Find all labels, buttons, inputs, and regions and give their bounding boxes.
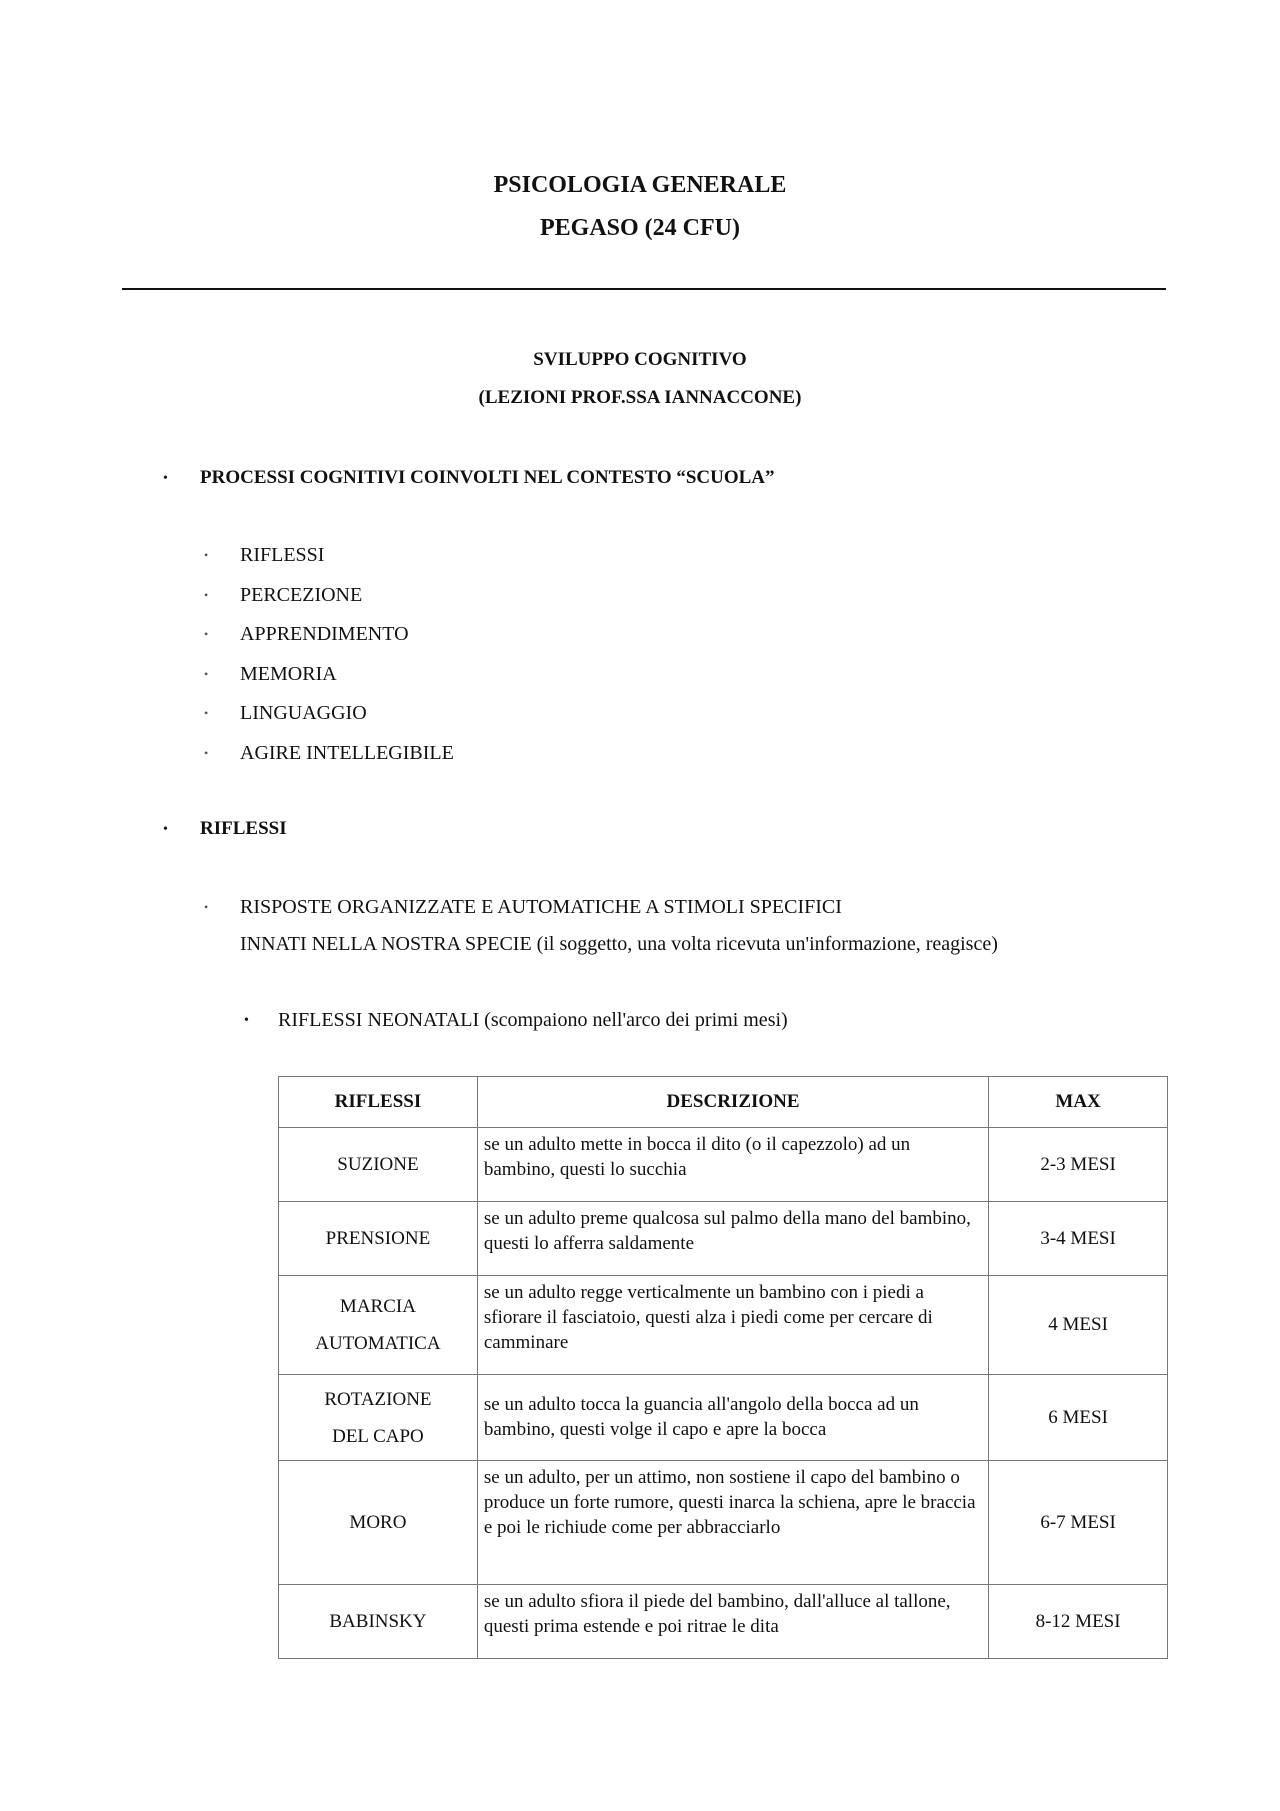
- reflex-description: se un adulto mette in bocca il dito (o il capezzolo) ad un bambino, questi lo succhia: [477, 1128, 988, 1202]
- reflex-description: se un adulto tocca la guancia all'angolo della bocca ad un bambino, questi volge il capo e apre la bocca: [477, 1375, 988, 1461]
- table-row: [279, 1461, 1168, 1585]
- reflex-max: 6-7 MESI: [989, 1461, 1168, 1585]
- reflex-name: DEL CAPO: [332, 1425, 424, 1447]
- reflex-max: 8-12 MESI: [989, 1585, 1168, 1659]
- reflex-name: MARCIA: [339, 1296, 416, 1317]
- table-header-row: [279, 1077, 1168, 1128]
- reflex-name: MORO: [349, 1512, 407, 1533]
- bullet-icon: •: [204, 548, 209, 562]
- list-item: PERCEZIONE: [240, 584, 363, 606]
- reflex-name: AUTOMATICA: [315, 1333, 441, 1354]
- section-heading: SVILUPPO COGNITIVO: [533, 349, 747, 370]
- reflex-name: ROTAZIONE: [324, 1388, 432, 1410]
- bullet-icon: •: [204, 746, 209, 760]
- reflex-name: BABINSKY: [329, 1611, 427, 1632]
- reflex-description: se un adulto, per un attimo, non sostiene il capo del bambino o produce un forte rumore, questi inarca la schiena, apre le braccia e poi le richiude come per abbracciarlo: [477, 1461, 988, 1585]
- reflex-max: 6 MESI: [989, 1375, 1168, 1461]
- reflex-description: se un adulto preme qualcosa sul palmo della mano del bambino, questi lo afferra saldamente: [477, 1202, 988, 1276]
- reflex-max: 4 MESI: [989, 1276, 1168, 1375]
- section-subheading: (LEZIONI PROF.SSA IANNACCONE): [478, 387, 802, 408]
- processi-heading: PROCESSI COGNITIVI COINVOLTI NEL CONTESTO “SCUOLA”: [200, 467, 775, 488]
- table-row: [279, 1202, 1168, 1276]
- bullet-icon: •: [244, 1013, 249, 1028]
- column-header: MAX: [989, 1077, 1168, 1128]
- riflessi-neonatali: RIFLESSI NEONATALI (scompaiono nell'arco dei primi mesi): [278, 1009, 788, 1031]
- bullet-icon: •: [204, 706, 209, 720]
- reflex-table: [278, 1076, 1168, 1659]
- reflex-description: se un adulto regge verticalmente un bambino con i piedi a sfiorare il fasciatoio, questi alza i piedi come per cercare di camminare: [477, 1276, 988, 1375]
- reflex-name-cell: [279, 1202, 478, 1276]
- riflessi-heading: RIFLESSI: [200, 818, 287, 839]
- bullet-icon: •: [204, 900, 209, 914]
- reflex-name-cell: [279, 1585, 478, 1659]
- riflessi-definition-line2: INNATI NELLA NOSTRA SPECIE (il soggetto, una volta ricevuta un'informazione, reagisce): [240, 933, 998, 955]
- reflex-name: PRENSIONE: [325, 1228, 431, 1249]
- riflessi-definition-line1: RISPOSTE ORGANIZZATE E AUTOMATICHE A STIMOLI SPECIFICI: [240, 896, 842, 918]
- bullet-icon: •: [163, 822, 168, 837]
- column-header: RIFLESSI: [279, 1077, 478, 1128]
- horizontal-rule: [122, 288, 1166, 290]
- reflex-name-cell: [279, 1375, 478, 1461]
- reflex-description: se un adulto sfiora il piede del bambino, dall'alluce al tallone, questi prima estende e poi ritrae le dita: [477, 1585, 988, 1659]
- reflex-name-cell: [279, 1128, 478, 1202]
- bullet-icon: •: [204, 667, 209, 681]
- document-title: PSICOLOGIA GENERALE: [493, 172, 787, 198]
- table-row: [279, 1585, 1168, 1659]
- bullet-icon: •: [163, 471, 168, 486]
- list-item: AGIRE INTELLEGIBILE: [240, 742, 454, 764]
- column-header: DESCRIZIONE: [477, 1077, 988, 1128]
- reflex-name-cell: [279, 1276, 478, 1375]
- list-item: RIFLESSI: [240, 544, 325, 566]
- document-subtitle: PEGASO (24 CFU): [540, 215, 740, 241]
- reflex-max: 2-3 MESI: [989, 1128, 1168, 1202]
- table-row: [279, 1375, 1168, 1461]
- bullet-icon: •: [204, 588, 209, 602]
- table-row: [279, 1128, 1168, 1202]
- list-item: APPRENDIMENTO: [240, 623, 409, 645]
- bullet-icon: •: [204, 627, 209, 641]
- reflex-name-cell: [279, 1461, 478, 1585]
- reflex-name: SUZIONE: [337, 1154, 419, 1175]
- table-row: [279, 1276, 1168, 1375]
- list-item: LINGUAGGIO: [240, 702, 367, 724]
- list-item: MEMORIA: [240, 663, 337, 685]
- reflex-max: 3-4 MESI: [989, 1202, 1168, 1276]
